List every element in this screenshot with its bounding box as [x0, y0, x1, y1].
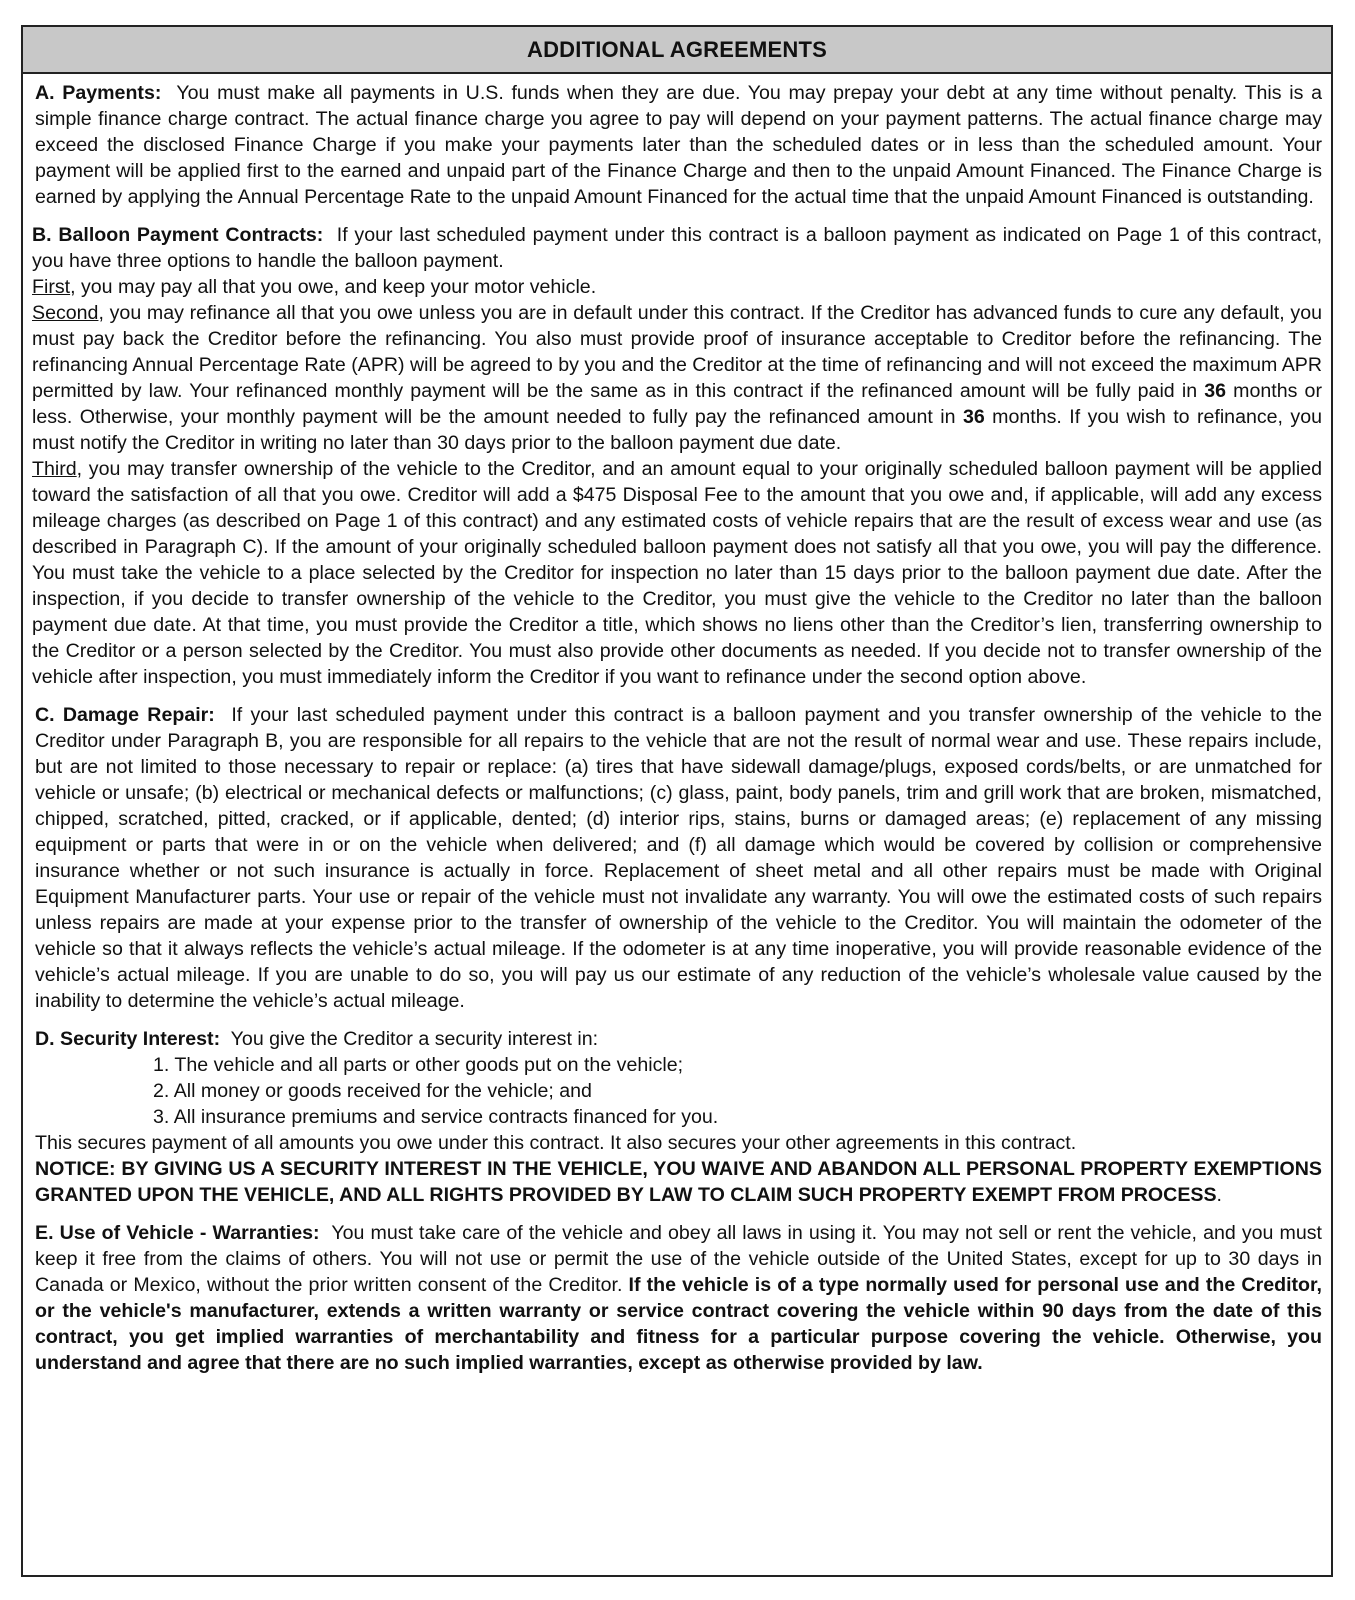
third-text: , you may transfer ownership of the vehicle to the Creditor, and an amount equal to your originally scheduled balloon payment will be applied toward the satisfaction of all that you owe. Creditor will add a $475 Disposal Fee to the amount that you owe and, if applicable, will add any excess mileage charges (as described on Page 1 of this contract) and any estimated costs of vehicle repairs that are the result of excess wear and use (as described in Paragraph C). If the amount of your originally scheduled balloon payment does not satisfy all that you owe, you will pay the difference. You must take the vehicle to a place selected by the Creditor for inspection no later than 15 days prior to the balloon payment due date. After the inspection, if you decide to transfer ownership of the vehicle to the Creditor, you must give the vehicle to the Creditor no later than the balloon payment due date. At that time, you must provide the Creditor a title, which shows no liens other than the Creditor’s lien, transferring ownership to the Creditor or a person selected by the Creditor. You must also provide other documents as needed. If you decide not to transfer ownership of the vehicle after inspection, you must immediately inform the Creditor if you want to refinance under the second option above.: [32, 458, 1322, 688]
agreements-box: [21, 25, 1333, 1577]
third-label: Third: [32, 458, 77, 480]
second-label: Second: [32, 302, 99, 324]
header-title: ADDITIONAL AGREEMENTS: [527, 36, 827, 62]
list-item: 2. All money or goods received for the vehicle; and: [153, 1080, 592, 1102]
list-item: 3. All insurance premiums and service contracts financed for you.: [153, 1106, 719, 1128]
section-e-warranty-text: If the vehicle is of a type normally used for personal use and the Creditor, or the vehicle's manufacturer, extends a written warranty or service contract covering the vehicle within 90 days from the date of this contract, you get implied warranties of merchantability and fitness for a particular purpose covering the vehicle. Otherwise, you understand and agree that there are no such implied warranties, except as otherwise provided by law.: [35, 1274, 1322, 1374]
section-header: [23, 27, 1331, 74]
section-a-text: You must make all payments in U.S. funds when they are due. You may prepay your debt at any time without penalty. This is a simple finance charge contract. The actual finance charge you agree to pay will depend on your payment patterns. The actual finance charge may exceed the disclosed Finance Charge if you make your payments later than the scheduled dates or in less than the scheduled amount. Your payment will be applied first to the earned and unpaid part of the Finance Charge and then to the unpaid Amount Financed. The Finance Charge is earned by applying the Annual Percentage Rate to the unpaid Amount Financed for the actual time that the unpaid Amount Financed is outstanding.: [35, 82, 1322, 208]
section-b-intro: [32, 222, 1322, 274]
security-items-list: [35, 1052, 1322, 1130]
list-item: 1. The vehicle and all parts or other goods put on the vehicle;: [153, 1054, 684, 1076]
section-d-security-interest: [32, 1026, 1322, 1208]
section-b-heading: B. Balloon Payment Contracts:: [32, 224, 324, 246]
section-d-notice: [35, 1156, 1322, 1208]
first-text: , you may pay all that you owe, and keep your motor vehicle.: [70, 276, 597, 298]
section-b-first: [32, 274, 1322, 300]
section-c-damage-repair: [32, 702, 1322, 1014]
second-text-2: months or less. Otherwise, your monthly payment will be the amount needed to fully pay the refinanced amount in: [32, 380, 1322, 428]
section-b-intro-text: If your last scheduled payment under this contract is a balloon payment as indicated on Page 1 of this contract, you have three options to handle the balloon payment.: [32, 224, 1323, 272]
section-b-second: [32, 300, 1322, 456]
first-label: First: [32, 276, 71, 298]
notice-period: .: [1216, 1184, 1222, 1206]
section-c-heading: C. Damage Repair:: [35, 704, 215, 726]
section-c-paragraph: [35, 702, 1322, 1014]
notice-text: NOTICE: BY GIVING US A SECURITY INTEREST IN THE VEHICLE, YOU WAIVE AND ABANDON ALL PERSONAL PROPERTY EXEMPTIONS GRANTED UPON THE VEHICLE, AND ALL RIGHTS PROVIDED BY LAW TO CLAIM SUCH PROPERTY EXEMPT FROM PROCESS: [35, 1158, 1322, 1206]
section-b-balloon: [32, 222, 1322, 690]
section-a-paragraph: [35, 80, 1322, 210]
section-e-heading: E. Use of Vehicle - Warranties:: [35, 1222, 320, 1244]
second-text-3: months. If you wish to refinance, you must notify the Creditor in writing no later than 30 days prior to the balloon payment due date.: [32, 406, 1322, 454]
months-value-2: 36: [962, 406, 985, 428]
section-e-use-of-vehicle: [32, 1220, 1322, 1376]
section-d-intro-text: You give the Creditor a security interest in:: [230, 1028, 599, 1050]
months-value-1: 36: [1204, 380, 1227, 402]
section-e-text: You must take care of the vehicle and obey all laws in using it. You may not sell or rent the vehicle, and you must keep it free from the claims of others. You will not use or permit the use of the vehicle outside of the United States, except for up to 30 days in Canada or Mexico, without the prior written consent of the Creditor.: [35, 1222, 1323, 1296]
agreements-content: [23, 74, 1331, 1376]
section-d-intro: [35, 1026, 1322, 1052]
section-d-heading: D. Security Interest:: [35, 1028, 221, 1050]
second-text-1: , you may refinance all that you owe unless you are in default under this contract. If the Creditor has advanced funds to cure any default, you must pay back the Creditor before the refinancing. You also must provide proof of insurance acceptable to Creditor before the refinancing. The refinancing Annual Percentage Rate (APR) will be agreed to by you and the Creditor at the time of refinancing and will not exceed the maximum APR permitted by law. Your refinanced monthly payment will be the same as in this contract if the refinanced amount will be fully paid in: [32, 302, 1322, 402]
section-b-third: [32, 456, 1322, 690]
section-a-heading: A. Payments:: [35, 82, 162, 104]
section-c-text: If your last scheduled payment under this contract is a balloon payment and you transfer ownership of the vehicle to the Creditor under Paragraph B, you are responsible for all repairs to the vehicle that are not the result of normal wear and use. These repairs include, but are not limited to those necessary to repair or replace: (a) tires that have sidewall damage/plugs, exposed cords/belts, or are unmatched for vehicle or unsafe; (b) electrical or mechanical defects or malfunctions; (c) glass, paint, body panels, trim and grill work that are broken, mismatched, chipped, scratched, pitted, cracked, or if applicable, dented; (d) interior rips, stains, burns or damaged areas; (e) replacement of any missing equipment or parts that were in or on the vehicle when delivered; and (f) all damage which would be covered by collision or comprehensive insurance whether or not such insurance is actually in force. Replacement of sheet metal and all other repairs must be made with Original Equipment Manufacturer parts. Your use or repair of the vehicle must not invalidate any warranty. You will owe the estimated costs of such repairs unless repairs are made at your expense prior to the transfer of ownership of the vehicle to the Creditor. You will maintain the odometer of the vehicle so that it always reflects the vehicle’s actual mileage. If the odometer is at any time inoperative, you will provide reasonable evidence of the vehicle’s actual mileage. If you are unable to do so, you will pay us our estimate of any reduction of the vehicle’s wholesale value caused by the inability to determine the vehicle’s actual mileage.: [35, 704, 1322, 1012]
section-e-paragraph: [35, 1220, 1322, 1376]
section-a-payments: [32, 80, 1322, 210]
section-d-secures: This secures payment of all amounts you owe under this contract. It also secures your other agreements in this contract.: [35, 1132, 1077, 1154]
